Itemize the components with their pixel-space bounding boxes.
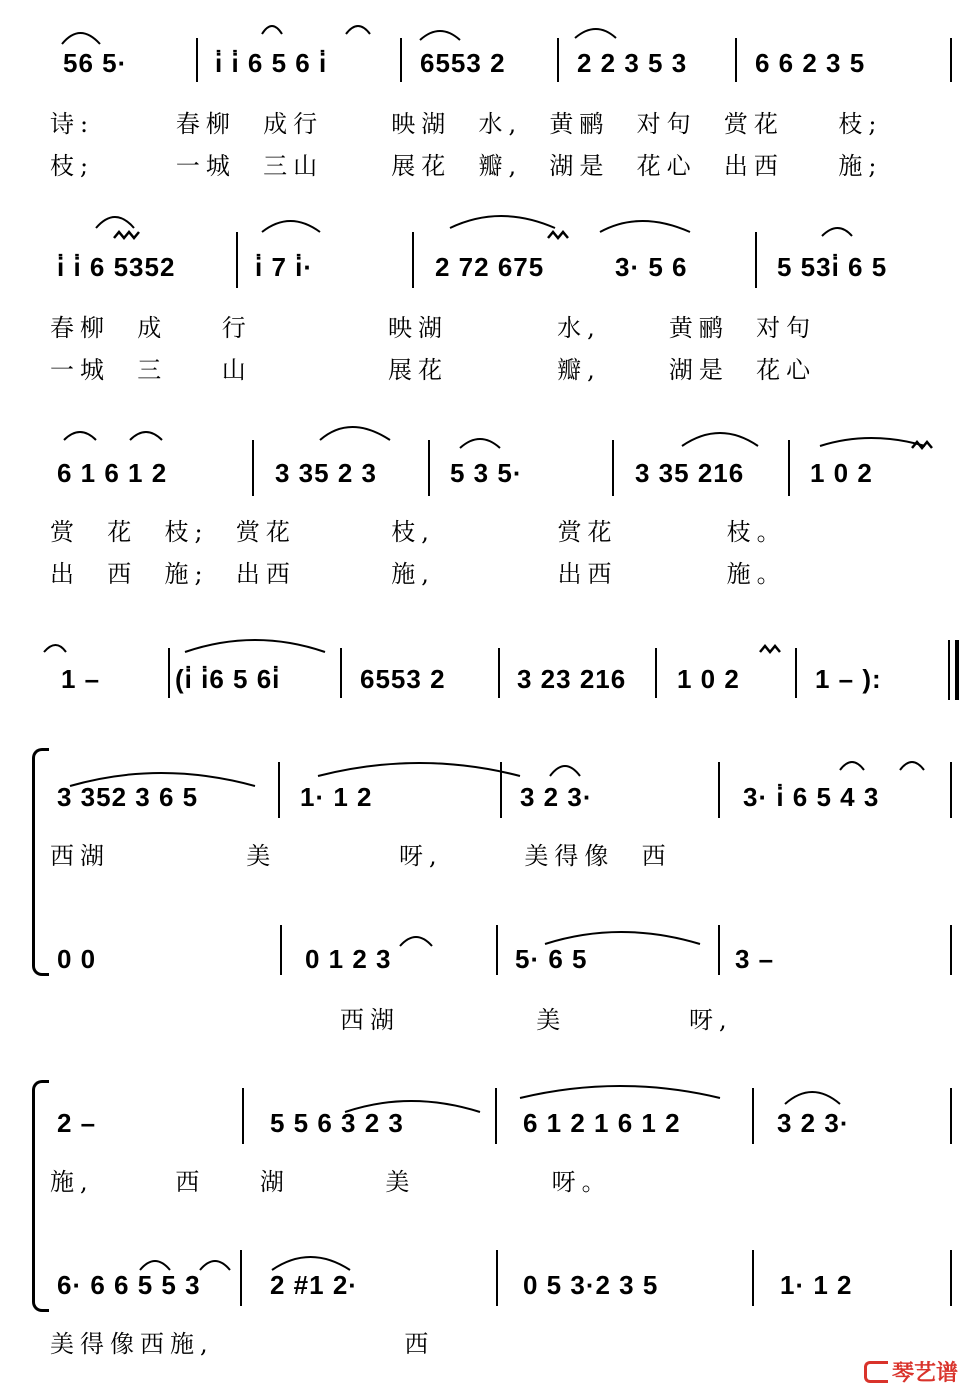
barline bbox=[278, 762, 280, 818]
measure: 0 1 2 3 bbox=[305, 944, 392, 974]
measure: 3 352 3 6 5 bbox=[57, 782, 199, 812]
system-5-upper-notes bbox=[55, 782, 960, 812]
system-2-lyrics-verse-1: 春柳 成 行 映湖 水, 黄鹂 对句 bbox=[50, 314, 817, 342]
final-barline bbox=[955, 640, 959, 700]
measure: 3 35 2 3 bbox=[275, 458, 377, 488]
measure: 5 3 5· bbox=[450, 458, 523, 488]
system-6-upper-lyrics: 施, 西 湖 美 呀。 bbox=[50, 1168, 612, 1196]
barline bbox=[612, 440, 614, 496]
measure: 6 6 2 3 5 bbox=[755, 48, 866, 78]
measure: 3 35 216 bbox=[635, 458, 745, 488]
barline bbox=[236, 232, 238, 288]
barline bbox=[752, 1250, 754, 1306]
barline bbox=[718, 925, 720, 975]
measure: 0 0 bbox=[57, 944, 97, 974]
system-3-notes bbox=[55, 458, 960, 488]
barline bbox=[950, 925, 952, 975]
part-brace bbox=[32, 1080, 49, 1312]
measure: 3· 5 6 bbox=[615, 252, 688, 282]
barline bbox=[496, 925, 498, 975]
barline bbox=[950, 38, 952, 82]
barline bbox=[795, 648, 797, 698]
barline bbox=[755, 232, 757, 288]
measure: 1 0 2 bbox=[810, 458, 873, 488]
barline bbox=[718, 762, 720, 818]
part-brace bbox=[32, 748, 49, 976]
barline bbox=[557, 38, 559, 82]
system-1-lyrics-verse-2: 枝; 一城 三山 展花 瓣, 湖是 花心 出西 施; bbox=[50, 152, 883, 180]
measure: 3 2 3· bbox=[777, 1108, 850, 1138]
system-1-notes bbox=[55, 48, 960, 78]
measure: 2 72 675 bbox=[435, 252, 545, 282]
measure: 2 #1 2· bbox=[270, 1270, 358, 1300]
barline bbox=[752, 1088, 754, 1144]
barline bbox=[735, 38, 737, 82]
barline bbox=[950, 762, 952, 818]
measure: 1 – bbox=[61, 664, 101, 694]
barline bbox=[788, 440, 790, 496]
barline bbox=[498, 648, 500, 698]
measure: 5 5 6 3 2 3 bbox=[270, 1108, 404, 1138]
barline bbox=[950, 1250, 952, 1306]
barline bbox=[655, 648, 657, 698]
measure: 56 5· bbox=[63, 48, 128, 78]
measure: 6 1 2 1 6 1 2 bbox=[523, 1108, 681, 1138]
system-6-lower-lyrics: 美得像西施, 西 bbox=[50, 1330, 435, 1358]
measure: 1 – ): bbox=[815, 664, 882, 694]
system-5-upper-lyrics: 西湖 美 呀, 美得像 西 bbox=[50, 842, 672, 870]
barline bbox=[496, 1250, 498, 1306]
barline bbox=[400, 38, 402, 82]
barline bbox=[242, 1088, 244, 1144]
barline bbox=[495, 1088, 497, 1144]
measure: 3· i̇ 6 5 4 3 bbox=[743, 782, 880, 812]
measure: 6553 2 bbox=[420, 48, 506, 78]
system-1-lyrics-verse-1: 诗: 春柳 成行 映湖 水, 黄鹂 对句 赏花 枝; bbox=[50, 110, 883, 138]
barline bbox=[196, 38, 198, 82]
measure: 3 23 216 bbox=[517, 664, 627, 694]
barline bbox=[340, 648, 342, 698]
measure: 6 1 6 1 2 bbox=[57, 458, 168, 488]
barline bbox=[412, 232, 414, 288]
measure: 5· 6 5 bbox=[515, 944, 588, 974]
barline bbox=[168, 648, 170, 698]
system-4-notes bbox=[55, 664, 960, 694]
measure: (i̇ i̇6 5 6i̇ bbox=[175, 664, 281, 694]
measure: 3 – bbox=[735, 944, 775, 974]
system-6-lower-notes bbox=[55, 1270, 960, 1300]
system-2-notes bbox=[55, 252, 960, 282]
measure: 1· 1 2 bbox=[300, 782, 373, 812]
measure: i̇ i̇ 6 5352 bbox=[57, 252, 176, 282]
measure: 0 5 3·2 3 5 bbox=[523, 1270, 659, 1300]
barline bbox=[950, 1088, 952, 1144]
measure: 3 2 3· bbox=[520, 782, 593, 812]
measure: 2 – bbox=[57, 1108, 97, 1138]
measure: 5 53i̇ 6 5 bbox=[777, 252, 888, 282]
system-3-lyrics-verse-2: 出 西 施; 出西 施, 出西 施。 bbox=[50, 560, 787, 588]
barline bbox=[252, 440, 254, 496]
system-5-lower-lyrics: 西湖 美 呀, bbox=[340, 1006, 733, 1034]
barline bbox=[240, 1250, 242, 1306]
measure: 1· 1 2 bbox=[780, 1270, 853, 1300]
barline bbox=[948, 640, 950, 700]
measure: 6553 2 bbox=[360, 664, 446, 694]
measure: 6· 6 6 5 5 3 bbox=[57, 1270, 201, 1300]
system-5-lower-notes bbox=[55, 944, 960, 974]
watermark-text: 琴艺谱 bbox=[891, 1361, 958, 1386]
logo-icon bbox=[864, 1361, 888, 1383]
system-2-lyrics-verse-2: 一城 三 山 展花 瓣, 湖是 花心 bbox=[50, 356, 817, 384]
system-6-upper-notes bbox=[55, 1108, 960, 1138]
barline bbox=[500, 762, 502, 818]
measure: i̇ i̇ 6 5 6 i̇ bbox=[215, 48, 328, 78]
system-3-lyrics-verse-1: 赏 花 枝; 赏花 枝, 赏花 枝。 bbox=[50, 518, 787, 546]
measure: 2 2 3 5 3 bbox=[577, 48, 688, 78]
barline bbox=[280, 925, 282, 975]
barline bbox=[428, 440, 430, 496]
measure: i̇ 7 i̇· bbox=[255, 252, 314, 282]
watermark bbox=[864, 1356, 958, 1387]
measure: 1 0 2 bbox=[677, 664, 740, 694]
